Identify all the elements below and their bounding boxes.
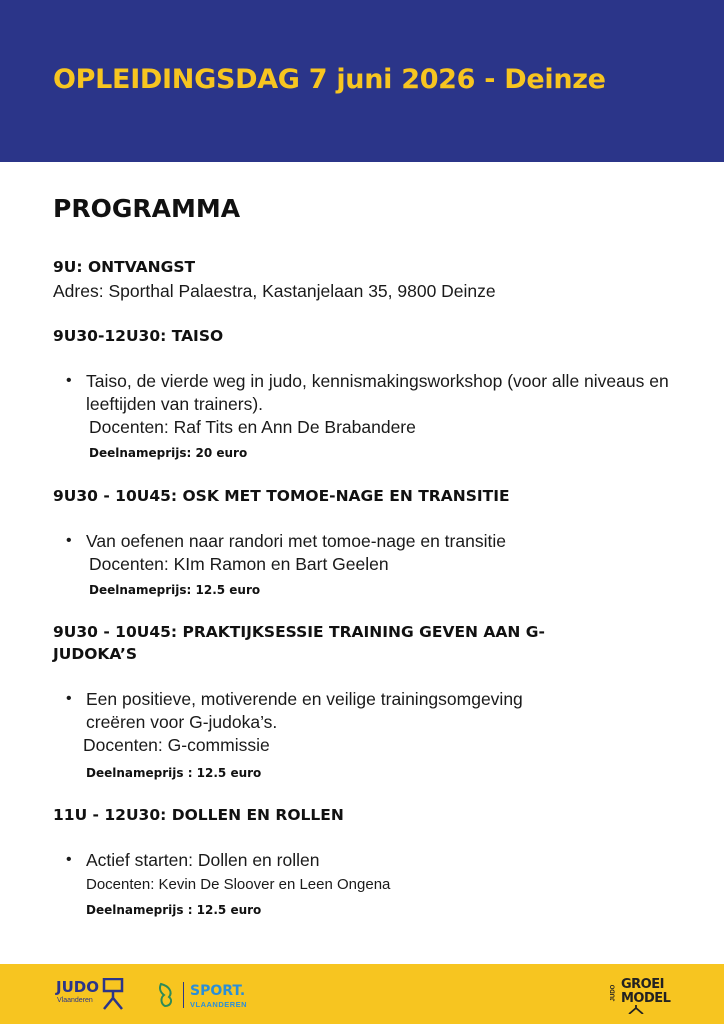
groei-logo-line1: GROEI xyxy=(621,977,664,992)
block-heading-praktijk: 9U30 - 10U45: PRAKTIJKSESSIE TRAINING GEVEN AAN G- xyxy=(53,623,545,641)
groei-logo-side: JUDO xyxy=(610,984,617,1002)
header-banner xyxy=(0,0,724,162)
groeimodel-logo xyxy=(611,977,681,1013)
praktijk-price: Deelnameprijs : 12.5 euro xyxy=(86,766,262,780)
judo-logo-sub: Vlaanderen xyxy=(57,997,93,1004)
sport-vlaanderen-logo xyxy=(157,980,267,1012)
bullet-icon: • xyxy=(66,690,72,707)
block-heading-dollen: 11U - 12U30: DOLLEN EN ROLLEN xyxy=(53,806,344,824)
block-heading-praktijk-cont: JUDOKA’S xyxy=(53,645,138,663)
osk-price: Deelnameprijs: 12.5 euro xyxy=(89,583,261,597)
bullet-icon: • xyxy=(66,851,72,868)
dollen-teachers: Docenten: Kevin De Sloover en Leen Ongena xyxy=(86,876,391,893)
block-heading-ontvangst: 9U: ONTVANGST xyxy=(53,258,196,276)
judoka-mini-icon xyxy=(627,1005,645,1014)
bullet-icon: • xyxy=(66,532,72,549)
bullet-icon: • xyxy=(66,372,72,389)
page-title: OPLEIDINGSDAG 7 juni 2026 - Deinze xyxy=(53,64,606,95)
lion-icon xyxy=(157,982,177,1008)
taiso-teachers: Docenten: Raf Tits en Ann De Brabandere xyxy=(89,417,416,437)
praktijk-description-line2: creëren voor G-judoka’s. xyxy=(86,712,278,732)
block-heading-taiso: 9U30-12U30: TAISO xyxy=(53,327,224,345)
osk-teachers: Docenten: KIm Ramon en Bart Geelen xyxy=(89,554,389,574)
dollen-description: Actief starten: Dollen en rollen xyxy=(86,850,320,870)
taiso-description: Taiso, de vierde weg in judo, kennismakingsworkshop (voor alle niveaus en leeftijden van trainers). xyxy=(86,371,669,414)
praktijk-teachers: Docenten: G-commissie xyxy=(83,735,270,755)
footer-bar xyxy=(0,964,724,1024)
block-heading-osk: 9U30 - 10U45: OSK MET TOMOE-NAGE EN TRANSITIE xyxy=(53,487,510,505)
address-text: Adres: Sporthal Palaestra, Kastanjelaan 35, 9800 Deinze xyxy=(53,281,496,301)
taiso-price: Deelnameprijs: 20 euro xyxy=(89,446,248,460)
praktijk-description-line1: Een positieve, motiverende en veilige trainingsomgeving xyxy=(86,689,523,709)
dollen-price: Deelnameprijs : 12.5 euro xyxy=(86,903,262,917)
judo-vlaanderen-logo xyxy=(56,978,126,1014)
judo-logo-word: JUDO xyxy=(56,978,99,996)
logo-divider xyxy=(183,982,184,1008)
sport-logo-line2: VLAANDEREN xyxy=(190,1000,248,1009)
osk-description: Van oefenen naar randori met tomoe-nage en transitie xyxy=(86,531,506,551)
groei-logo-line2: MODEL xyxy=(621,991,671,1006)
section-title: PROGRAMMA xyxy=(53,194,241,223)
judoka-icon xyxy=(100,978,126,1010)
sport-logo-line1: SPORT. xyxy=(190,983,246,999)
